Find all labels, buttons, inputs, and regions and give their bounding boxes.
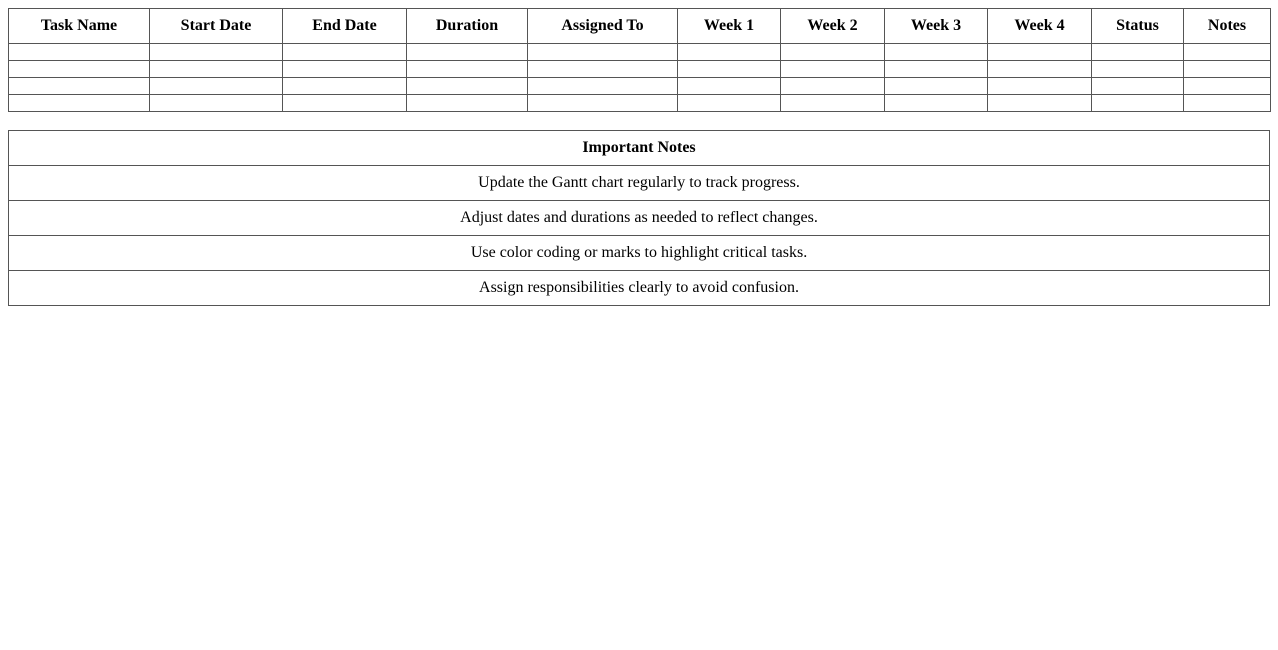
header-week-1: Week 1 (678, 9, 781, 44)
table-cell[interactable] (1092, 44, 1184, 61)
table-cell[interactable] (283, 78, 407, 95)
table-cell[interactable] (885, 61, 988, 78)
note-item: Assign responsibilities clearly to avoid confusion. (9, 271, 1270, 306)
note-item: Use color coding or marks to highlight critical tasks. (9, 236, 1270, 271)
table-cell[interactable] (1184, 61, 1271, 78)
table-cell[interactable] (1092, 78, 1184, 95)
table-cell[interactable] (528, 78, 678, 95)
table-row (9, 78, 1271, 95)
table-cell[interactable] (407, 78, 528, 95)
header-week-3: Week 3 (885, 9, 988, 44)
note-item: Adjust dates and durations as needed to reflect changes. (9, 201, 1270, 236)
table-cell[interactable] (528, 61, 678, 78)
notes-title: Important Notes (9, 131, 1270, 166)
header-duration: Duration (407, 9, 528, 44)
table-cell[interactable] (781, 78, 885, 95)
table-row (9, 201, 1270, 236)
table-row (9, 44, 1271, 61)
table-cell[interactable] (150, 44, 283, 61)
table-cell[interactable] (1184, 95, 1271, 112)
table-row (9, 236, 1270, 271)
table-cell[interactable] (407, 95, 528, 112)
table-cell[interactable] (988, 44, 1092, 61)
page-content (8, 8, 1270, 306)
table-cell[interactable] (9, 78, 150, 95)
table-cell[interactable] (283, 44, 407, 61)
table-row (9, 95, 1271, 112)
table-cell[interactable] (885, 44, 988, 61)
table-cell[interactable] (781, 44, 885, 61)
table-cell[interactable] (885, 78, 988, 95)
table-cell[interactable] (9, 95, 150, 112)
header-assigned-to: Assigned To (528, 9, 678, 44)
table-cell[interactable] (678, 78, 781, 95)
table-cell[interactable] (9, 44, 150, 61)
header-status: Status (1092, 9, 1184, 44)
table-cell[interactable] (988, 78, 1092, 95)
table-row (9, 61, 1271, 78)
table-cell[interactable] (885, 95, 988, 112)
header-notes: Notes (1184, 9, 1271, 44)
table-cell[interactable] (150, 95, 283, 112)
table-cell[interactable] (1184, 44, 1271, 61)
table-row (9, 271, 1270, 306)
gantt-table (8, 8, 1271, 112)
table-cell[interactable] (528, 44, 678, 61)
header-end-date: End Date (283, 9, 407, 44)
table-cell[interactable] (678, 44, 781, 61)
header-task-name: Task Name (9, 9, 150, 44)
header-start-date: Start Date (150, 9, 283, 44)
table-cell[interactable] (678, 95, 781, 112)
table-cell[interactable] (150, 61, 283, 78)
table-cell[interactable] (407, 61, 528, 78)
notes-header-row (9, 131, 1270, 166)
gantt-header-row (9, 9, 1271, 44)
table-cell[interactable] (283, 61, 407, 78)
table-cell[interactable] (407, 44, 528, 61)
table-cell[interactable] (1092, 95, 1184, 112)
table-cell[interactable] (781, 61, 885, 78)
table-cell[interactable] (9, 61, 150, 78)
table-cell[interactable] (988, 61, 1092, 78)
header-week-2: Week 2 (781, 9, 885, 44)
table-cell[interactable] (1092, 61, 1184, 78)
header-week-4: Week 4 (988, 9, 1092, 44)
table-cell[interactable] (988, 95, 1092, 112)
important-notes-table (8, 130, 1270, 306)
note-item: Update the Gantt chart regularly to track progress. (9, 166, 1270, 201)
table-cell[interactable] (678, 61, 781, 78)
table-row (9, 166, 1270, 201)
table-cell[interactable] (528, 95, 678, 112)
table-cell[interactable] (1184, 78, 1271, 95)
table-cell[interactable] (283, 95, 407, 112)
table-cell[interactable] (781, 95, 885, 112)
table-cell[interactable] (150, 78, 283, 95)
